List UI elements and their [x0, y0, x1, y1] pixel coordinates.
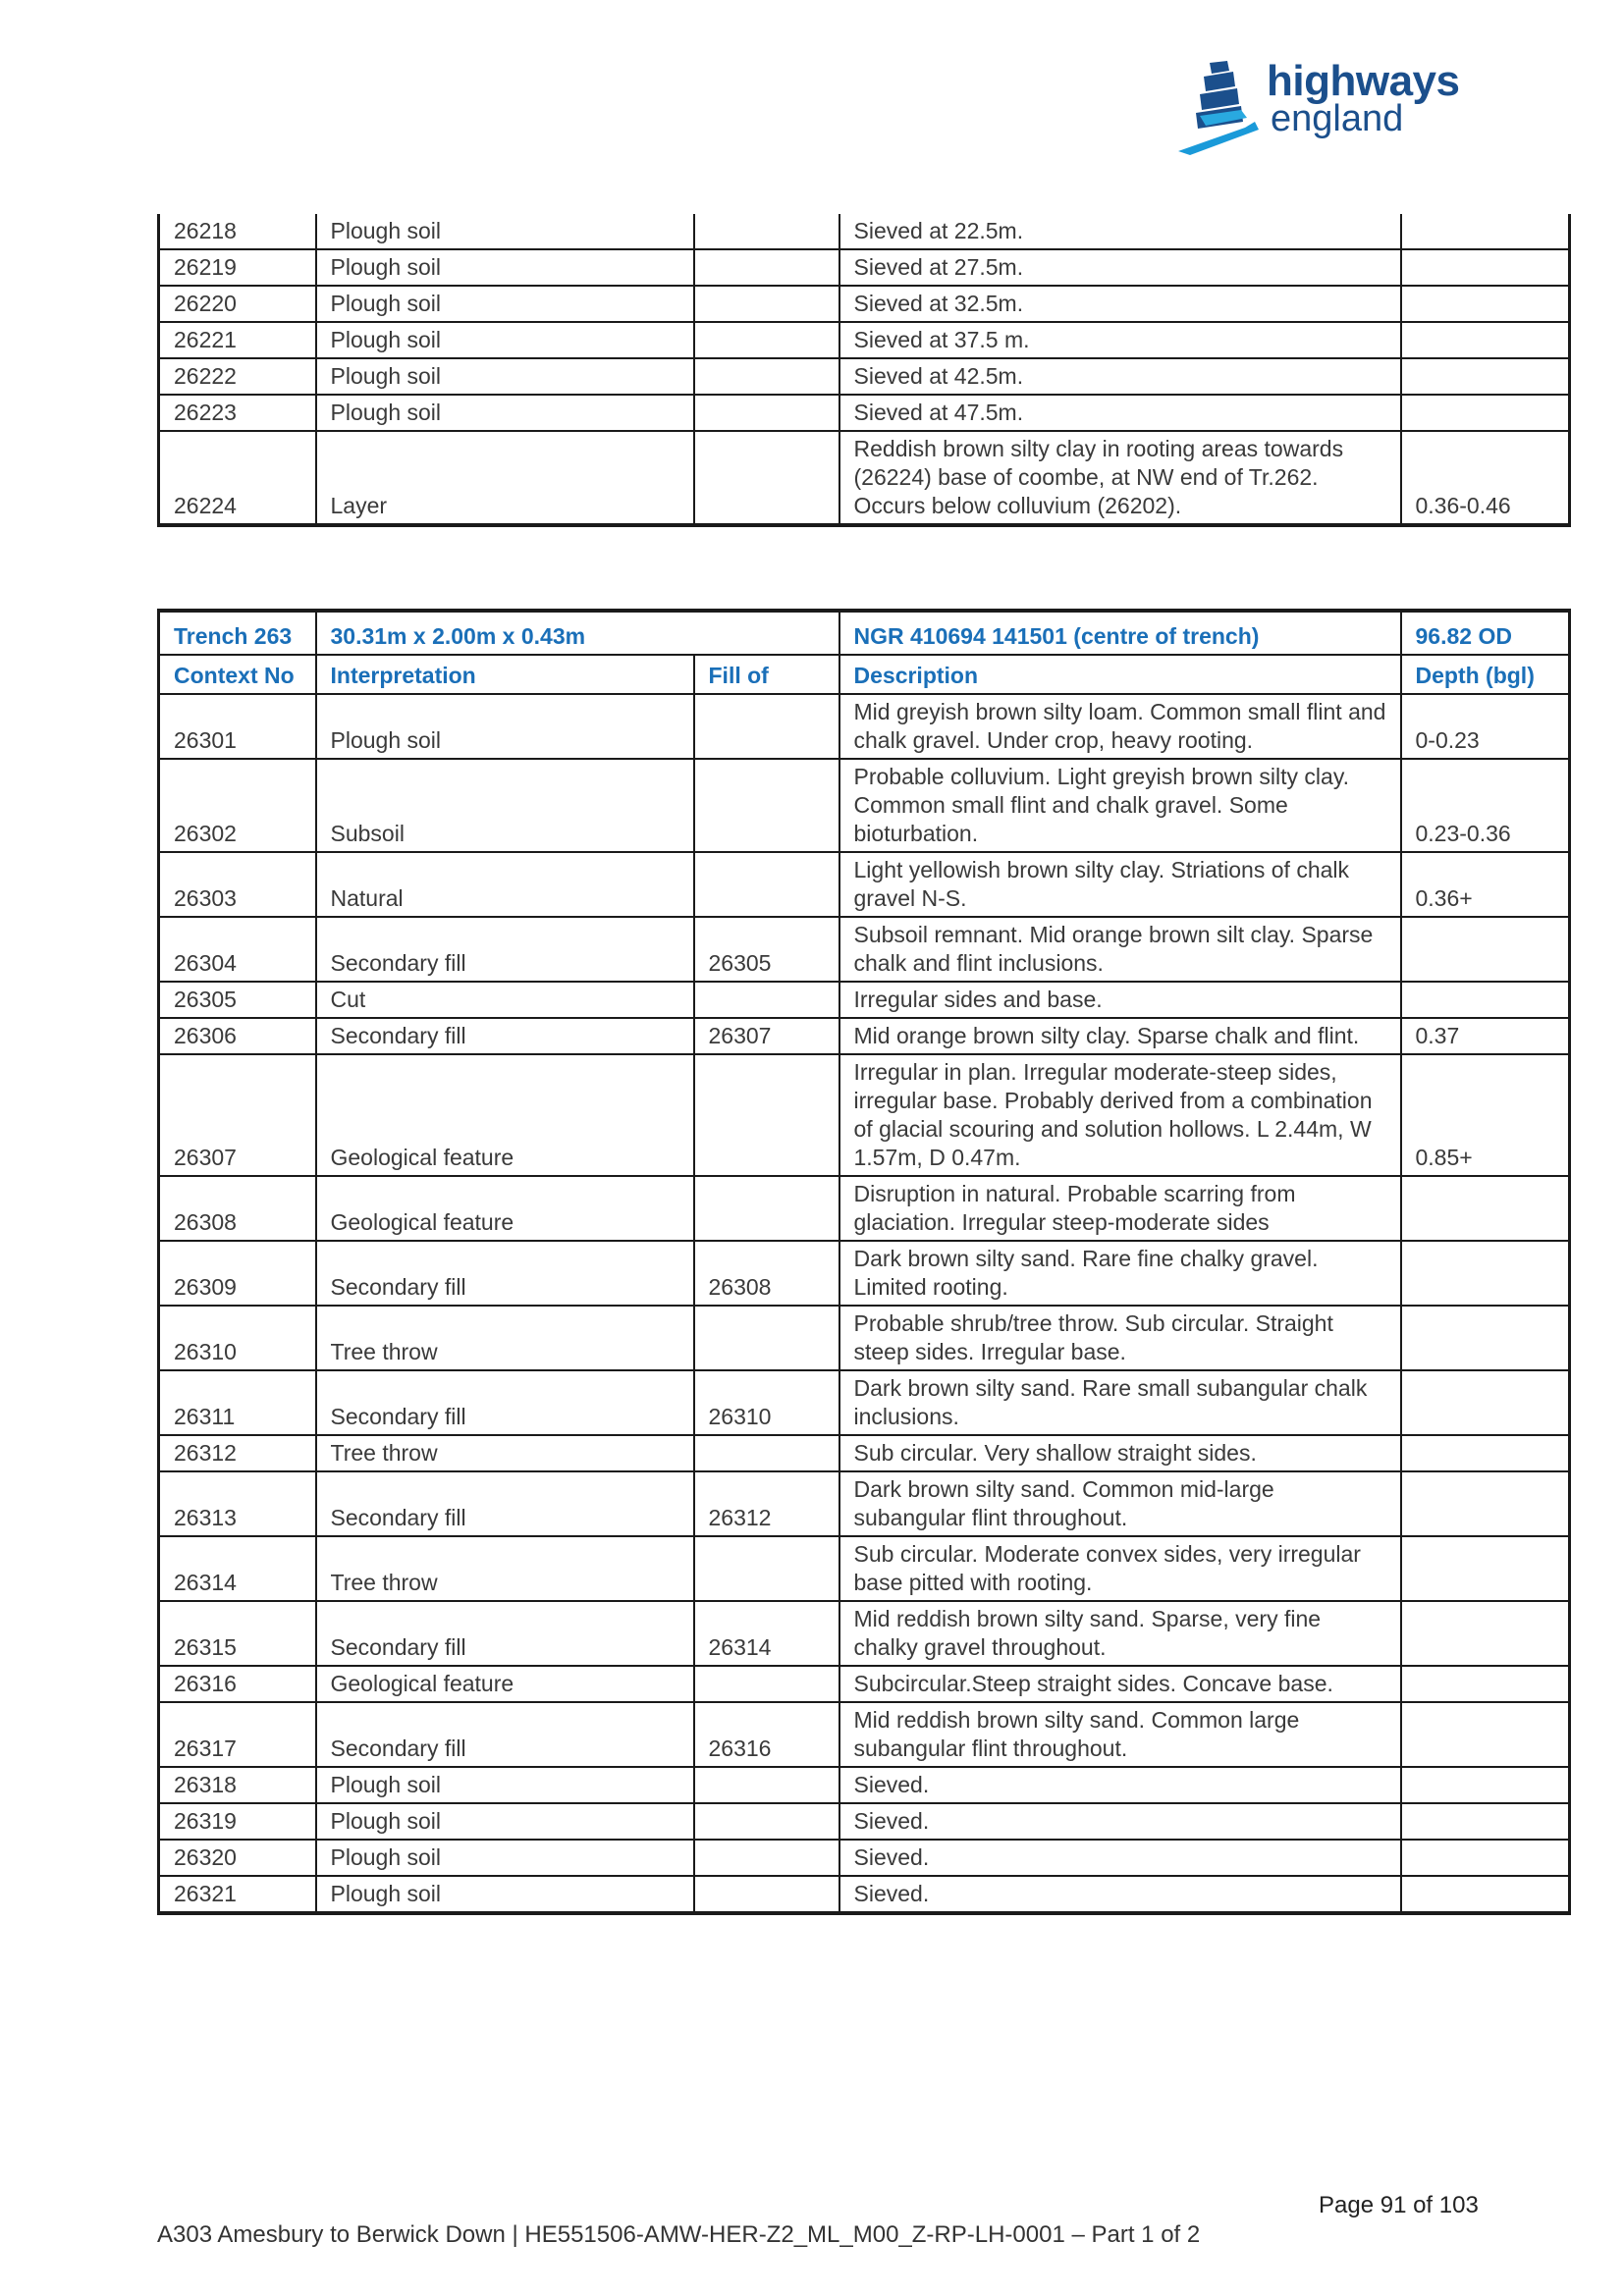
document-footer: A303 Amesbury to Berwick Down | HE551506-AMW-HER-Z2_ML_M00_Z-RP-LH-0001 – Part 1 of 2: [157, 2221, 1201, 2248]
context-number-cell: 26311: [159, 1370, 316, 1435]
fill-of-cell: [694, 982, 839, 1018]
description-cell: Reddish brown silty clay in rooting areas towards (26224) base of coombe, at NW end of Tr.262. Occurs below colluvium (26202).: [839, 431, 1401, 525]
fill-of-cell: [694, 694, 839, 759]
context-table-trench-262-continued: [157, 214, 1571, 527]
context-number-cell: 26302: [159, 759, 316, 852]
interpretation-cell: Secondary fill: [316, 1601, 694, 1666]
description-cell: Mid greyish brown silty loam. Common small flint and chalk gravel. Under crop, heavy rooting.: [839, 694, 1401, 759]
context-number-cell: 26223: [159, 395, 316, 431]
description-cell: Sieved at 47.5m.: [839, 395, 1401, 431]
table-row: [159, 322, 1570, 358]
interpretation-cell: Secondary fill: [316, 917, 694, 982]
context-number-cell: 26309: [159, 1241, 316, 1306]
context-number-cell: 26219: [159, 249, 316, 286]
table-row: [159, 214, 1570, 249]
depth-cell: [1401, 1666, 1570, 1702]
description-cell: Disruption in natural. Probable scarring from glaciation. Irregular steep-moderate sides: [839, 1176, 1401, 1241]
interpretation-cell: Subsoil: [316, 759, 694, 852]
depth-cell: [1401, 1601, 1570, 1666]
context-number-cell: 26305: [159, 982, 316, 1018]
interpretation-cell: Natural: [316, 852, 694, 917]
depth-cell: [1401, 1306, 1570, 1370]
description-cell: Sieved at 22.5m.: [839, 214, 1401, 249]
interpretation-cell: Tree throw: [316, 1536, 694, 1601]
interpretation-cell: Secondary fill: [316, 1241, 694, 1306]
context-number-cell: 26218: [159, 214, 316, 249]
fill-of-cell: [694, 1306, 839, 1370]
table-row: [159, 431, 1570, 525]
fill-of-cell: 26312: [694, 1471, 839, 1536]
interpretation-cell: Plough soil: [316, 694, 694, 759]
interpretation-cell: Secondary fill: [316, 1370, 694, 1435]
depth-cell: 0.23-0.36: [1401, 759, 1570, 852]
interpretation-cell: Geological feature: [316, 1176, 694, 1241]
fill-of-cell: 26308: [694, 1241, 839, 1306]
table-row: [159, 1471, 1570, 1536]
context-number-cell: 26221: [159, 322, 316, 358]
header-fill-of: Fill of: [694, 655, 839, 694]
fill-of-cell: [694, 214, 839, 249]
depth-cell: [1401, 395, 1570, 431]
trench-header-row: [159, 611, 1570, 655]
page-number: Page 91 of 103: [1319, 2192, 1479, 2218]
description-cell: Sieved.: [839, 1876, 1401, 1913]
logo-text-line2: england: [1271, 98, 1404, 139]
depth-cell: [1401, 917, 1570, 982]
depth-cell: 0.36+: [1401, 852, 1570, 917]
depth-cell: [1401, 1176, 1570, 1241]
fill-of-cell: [694, 1803, 839, 1840]
description-cell: Irregular sides and base.: [839, 982, 1401, 1018]
description-cell: Sieved at 37.5 m.: [839, 322, 1401, 358]
table-row: [159, 249, 1570, 286]
fill-of-cell: 26307: [694, 1018, 839, 1054]
table-row: [159, 358, 1570, 395]
context-number-cell: 26303: [159, 852, 316, 917]
fill-of-cell: 26314: [694, 1601, 839, 1666]
header-context-no: Context No: [159, 655, 316, 694]
description-cell: Sieved at 42.5m.: [839, 358, 1401, 395]
context-number-cell: 26224: [159, 431, 316, 525]
interpretation-cell: Plough soil: [316, 214, 694, 249]
table-row: [159, 395, 1570, 431]
interpretation-cell: Tree throw: [316, 1435, 694, 1471]
header-interpretation: Interpretation: [316, 655, 694, 694]
fill-of-cell: [694, 358, 839, 395]
table-row: [159, 1840, 1570, 1876]
table-row: [159, 286, 1570, 322]
description-cell: Irregular in plan. Irregular moderate-steep sides, irregular base. Probably derived from a combination of glacial scouring and solution hollows. L 2.44m, W 1.57m, D 0.47m.: [839, 1054, 1401, 1176]
fill-of-cell: [694, 249, 839, 286]
context-table-trench-263: [157, 609, 1571, 1915]
context-number-cell: 26313: [159, 1471, 316, 1536]
description-cell: Sub circular. Moderate convex sides, very irregular base pitted with rooting.: [839, 1536, 1401, 1601]
fill-of-cell: [694, 322, 839, 358]
depth-cell: [1401, 1876, 1570, 1913]
table-row: [159, 1601, 1570, 1666]
context-number-cell: 26312: [159, 1435, 316, 1471]
logo-text-line1: highways: [1267, 57, 1460, 105]
fill-of-cell: [694, 1876, 839, 1913]
context-number-cell: 26314: [159, 1536, 316, 1601]
depth-cell: [1401, 1370, 1570, 1435]
table-row: [159, 1054, 1570, 1176]
context-number-cell: 26318: [159, 1767, 316, 1803]
depth-cell: [1401, 214, 1570, 249]
description-cell: Dark brown silty sand. Common mid-large subangular flint throughout.: [839, 1471, 1401, 1536]
description-cell: Dark brown silty sand. Rare small subangular chalk inclusions.: [839, 1370, 1401, 1435]
logo-mark-icon: [1176, 61, 1267, 155]
fill-of-cell: [694, 1435, 839, 1471]
fill-of-cell: [694, 395, 839, 431]
description-cell: Probable shrub/tree throw. Sub circular. Straight steep sides. Irregular base.: [839, 1306, 1401, 1370]
interpretation-cell: Plough soil: [316, 322, 694, 358]
depth-cell: [1401, 1536, 1570, 1601]
table-row: [159, 1435, 1570, 1471]
trench-ngr: NGR 410694 141501 (centre of trench): [839, 611, 1401, 655]
header-depth: Depth (bgl): [1401, 655, 1570, 694]
context-number-cell: 26301: [159, 694, 316, 759]
depth-cell: 0.36-0.46: [1401, 431, 1570, 525]
depth-cell: [1401, 249, 1570, 286]
table-row: [159, 759, 1570, 852]
table-row: [159, 1536, 1570, 1601]
description-cell: Dark brown silty sand. Rare fine chalky gravel. Limited rooting.: [839, 1241, 1401, 1306]
context-number-cell: 26316: [159, 1666, 316, 1702]
context-number-cell: 26220: [159, 286, 316, 322]
table-row: [159, 1767, 1570, 1803]
table-row: [159, 1176, 1570, 1241]
fill-of-cell: [694, 431, 839, 525]
description-cell: Sieved at 27.5m.: [839, 249, 1401, 286]
description-cell: Probable colluvium. Light greyish brown silty clay. Common small flint and chalk gravel. Some bioturbation.: [839, 759, 1401, 852]
header-description: Description: [839, 655, 1401, 694]
table-row: [159, 1666, 1570, 1702]
description-cell: Light yellowish brown silty clay. Striations of chalk gravel N-S.: [839, 852, 1401, 917]
context-number-cell: 26222: [159, 358, 316, 395]
table-row: [159, 1241, 1570, 1306]
context-number-cell: 26308: [159, 1176, 316, 1241]
interpretation-cell: Plough soil: [316, 1840, 694, 1876]
interpretation-cell: Plough soil: [316, 395, 694, 431]
context-number-cell: 26310: [159, 1306, 316, 1370]
interpretation-cell: Secondary fill: [316, 1702, 694, 1767]
description-cell: Mid reddish brown silty sand. Sparse, very fine chalky gravel throughout.: [839, 1601, 1401, 1666]
context-number-cell: 26315: [159, 1601, 316, 1666]
context-number-cell: 26320: [159, 1840, 316, 1876]
interpretation-cell: Layer: [316, 431, 694, 525]
fill-of-cell: [694, 759, 839, 852]
depth-cell: [1401, 1767, 1570, 1803]
fill-of-cell: [694, 852, 839, 917]
fill-of-cell: [694, 1767, 839, 1803]
interpretation-cell: Plough soil: [316, 249, 694, 286]
interpretation-cell: Geological feature: [316, 1666, 694, 1702]
table-row: [159, 1803, 1570, 1840]
table-row: [159, 694, 1570, 759]
table-row: [159, 1876, 1570, 1913]
interpretation-cell: Plough soil: [316, 1876, 694, 1913]
depth-cell: [1401, 286, 1570, 322]
description-cell: Mid reddish brown silty sand. Common large subangular flint throughout.: [839, 1702, 1401, 1767]
depth-cell: [1401, 982, 1570, 1018]
table-row: [159, 1370, 1570, 1435]
fill-of-cell: [694, 1666, 839, 1702]
description-cell: Mid orange brown silty clay. Sparse chalk and flint.: [839, 1018, 1401, 1054]
description-cell: Sieved at 32.5m.: [839, 286, 1401, 322]
depth-cell: [1401, 358, 1570, 395]
description-cell: Sieved.: [839, 1767, 1401, 1803]
interpretation-cell: Plough soil: [316, 358, 694, 395]
highways-england-logo: [1176, 57, 1471, 155]
depth-cell: 0.85+: [1401, 1054, 1570, 1176]
description-cell: Sub circular. Very shallow straight sides.: [839, 1435, 1401, 1471]
interpretation-cell: Tree throw: [316, 1306, 694, 1370]
context-number-cell: 26321: [159, 1876, 316, 1913]
fill-of-cell: [694, 286, 839, 322]
depth-cell: [1401, 322, 1570, 358]
interpretation-cell: Plough soil: [316, 1767, 694, 1803]
description-cell: Subsoil remnant. Mid orange brown silt clay. Sparse chalk and flint inclusions.: [839, 917, 1401, 982]
fill-of-cell: 26310: [694, 1370, 839, 1435]
interpretation-cell: Secondary fill: [316, 1018, 694, 1054]
interpretation-cell: Plough soil: [316, 286, 694, 322]
context-number-cell: 26317: [159, 1702, 316, 1767]
interpretation-cell: Cut: [316, 982, 694, 1018]
table-row: [159, 917, 1570, 982]
table-row: [159, 982, 1570, 1018]
description-cell: Sieved.: [839, 1803, 1401, 1840]
trench-od: 96.82 OD: [1401, 611, 1570, 655]
description-cell: Subcircular.Steep straight sides. Concave base.: [839, 1666, 1401, 1702]
depth-cell: [1401, 1840, 1570, 1876]
depth-cell: [1401, 1435, 1570, 1471]
table-row: [159, 1702, 1570, 1767]
interpretation-cell: Plough soil: [316, 1803, 694, 1840]
trench-label: Trench 263: [159, 611, 316, 655]
fill-of-cell: 26305: [694, 917, 839, 982]
interpretation-cell: Secondary fill: [316, 1471, 694, 1536]
context-number-cell: 26307: [159, 1054, 316, 1176]
depth-cell: [1401, 1702, 1570, 1767]
fill-of-cell: 26316: [694, 1702, 839, 1767]
fill-of-cell: [694, 1054, 839, 1176]
depth-cell: [1401, 1241, 1570, 1306]
fill-of-cell: [694, 1840, 839, 1876]
context-number-cell: 26306: [159, 1018, 316, 1054]
trench-dimensions: 30.31m x 2.00m x 0.43m: [316, 611, 839, 655]
column-header-row: [159, 655, 1570, 694]
context-number-cell: 26319: [159, 1803, 316, 1840]
context-number-cell: 26304: [159, 917, 316, 982]
fill-of-cell: [694, 1536, 839, 1601]
fill-of-cell: [694, 1176, 839, 1241]
depth-cell: [1401, 1471, 1570, 1536]
interpretation-cell: Geological feature: [316, 1054, 694, 1176]
table-row: [159, 852, 1570, 917]
table-row: [159, 1018, 1570, 1054]
description-cell: Sieved.: [839, 1840, 1401, 1876]
depth-cell: [1401, 1803, 1570, 1840]
table-row: [159, 1306, 1570, 1370]
depth-cell: 0.37: [1401, 1018, 1570, 1054]
depth-cell: 0-0.23: [1401, 694, 1570, 759]
